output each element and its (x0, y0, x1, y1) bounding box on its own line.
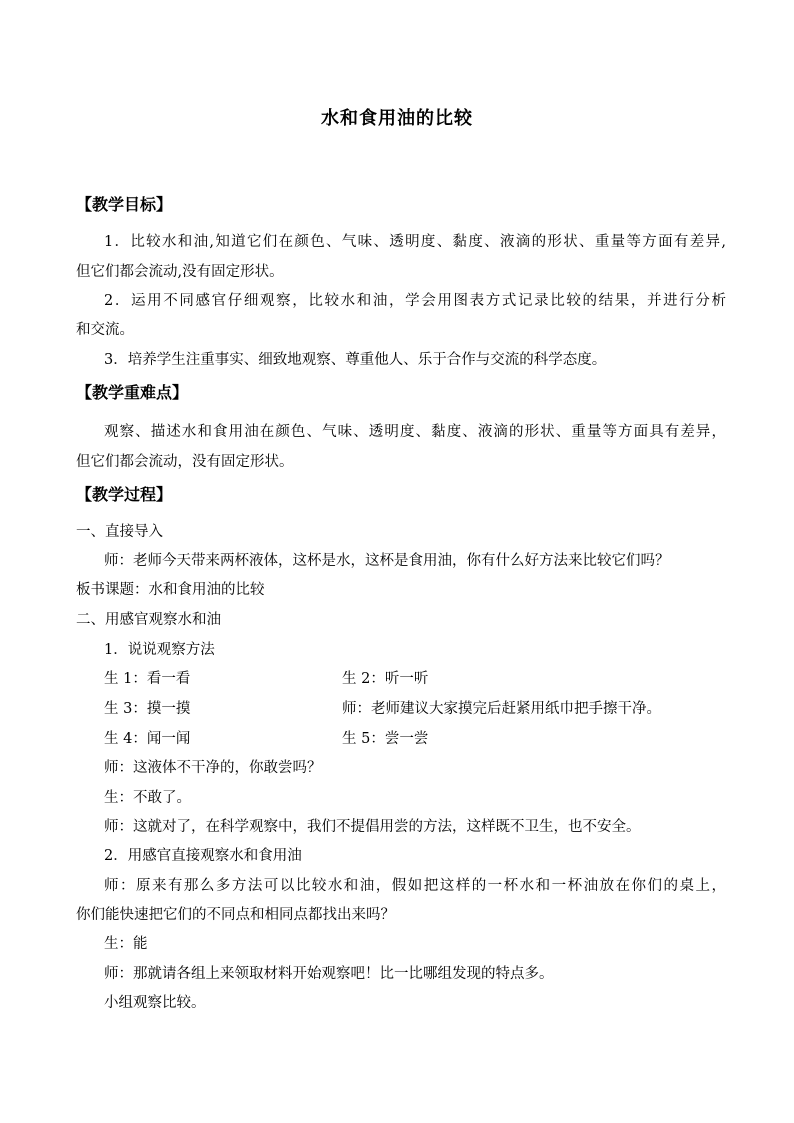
student-2: 生 2：听一听 (342, 671, 429, 687)
key-points-line1: 观察、描述水和食用油在颜色、气味、透明度、黏度、液滴的形状、重量等方面具有差异， (104, 424, 726, 440)
process-heading: 【教学过程】 (76, 485, 173, 504)
teacher-4-line1: 师：原来有那么多方法可以比较水和油，假如把这样的一杯水和一杯油放在你们的桌上， (104, 878, 726, 894)
goals-item2-line1: 2．运用不同感官仔细观察，比较水和油，学会用图表方式记录比较的结果，并进行分析 (104, 293, 726, 309)
key-points-line2: 但它们都会流动，没有固定形状。 (76, 454, 294, 470)
goals-item3: 3．培养学生注重事实、细致地观察、尊重他人、乐于合作与交流的科学态度。 (104, 352, 607, 368)
part2-title: 二、用感官观察水和油 (76, 612, 221, 628)
student-1: 生 1：看一看 (104, 671, 191, 687)
student-6: 生：不敢了。 (104, 790, 191, 806)
student-5: 生 5：尝一尝 (342, 731, 429, 747)
student-4: 生 4：闻一闻 (104, 731, 191, 747)
teacher-3: 师：这就对了，在科学观察中，我们不提倡用尝的方法，这样既不卫生，也不安全。 (104, 819, 641, 835)
part1-title: 一、直接导入 (76, 524, 163, 540)
teacher-1: 师：老师建议大家摸完后赶紧用纸巾把手擦干净。 (342, 701, 661, 717)
student-3: 生 3：摸一摸 (104, 701, 191, 717)
student-7: 生：能 (104, 936, 148, 952)
goals-item2-line2: 和交流。 (76, 322, 134, 338)
teacher-4-line2: 你们能快速把它们的不同点和相同点都找出来吗？ (76, 907, 395, 923)
key-points-heading: 【教学重难点】 (76, 383, 189, 402)
page-title: 水和食用油的比较 (321, 108, 473, 129)
part1-line1: 师：老师今天带来两杯液体，这杯是水，这杯是食用油，你有什么好方法来比较它们吗？ (104, 553, 670, 569)
teacher-2: 师：这液体不干净的，你敢尝吗？ (104, 760, 322, 776)
group-observation: 小组观察比较。 (104, 995, 206, 1011)
step1-title: 1．说说观察方法 (104, 642, 215, 658)
goals-item1-line1: 1．比较水和油,知道它们在颜色、气味、透明度、黏度、液滴的形状、重量等方面有差异, (104, 234, 726, 250)
step2-title: 2．用感官直接观察水和食用油 (104, 848, 302, 864)
goals-item1-line2: 但它们都会流动,没有固定形状。 (76, 264, 284, 280)
goals-heading: 【教学目标】 (76, 195, 173, 214)
part1-line2: 板书课题：水和食用油的比较 (76, 582, 265, 598)
teacher-5: 师：那就请各组上来领取材料开始观察吧！比一比哪组发现的特点多。 (104, 966, 554, 982)
